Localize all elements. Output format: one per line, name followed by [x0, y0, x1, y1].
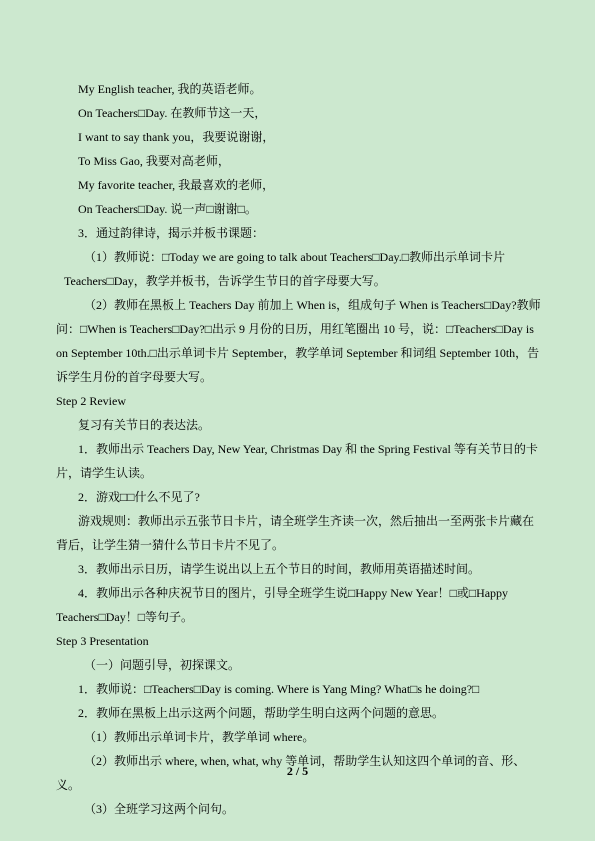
text-line: 问：□When is Teachers□Day?□出示 9 月份的日历，用红笔圈出 10 号，说：□Teachers□Day is — [56, 322, 534, 336]
text-line: （1）教师说：□Today we are going to talk about Teachers□Day.□教师出示单词卡片 — [84, 250, 505, 264]
text-line: My English teacher, 我的英语老师。 — [78, 82, 262, 96]
text-line: 3．教师出示日历，请学生说出以上五个节日的时间，教师用英语描述时间。 — [78, 562, 481, 576]
text-line: 4．教师出示各种庆祝节日的图片，引导全班学生说□Happy New Year！□或□Happy — [78, 586, 509, 600]
text-line: My favorite teacher, 我最喜欢的老师， — [78, 178, 275, 192]
text-line: （2）教师在黑板上 Teachers Day 前加上 When is，组成句子 When is Teachers□Day?教师 — [84, 298, 541, 312]
text-line: 义。 — [56, 778, 81, 792]
text-line: on September 10th.□出示单词卡片 September，教学单词 September 和词组 September 10th，告 — [56, 346, 540, 360]
text-line: 1．教师说：□Teachers□Day is coming. Where is Yang Ming? What□s he doing?□ — [78, 682, 480, 696]
text-line: （2）教师出示 where, when, what, why 等单词，帮助学生认知这四个单词的音、形、 — [84, 754, 526, 768]
text-line: 片，请学生认读。 — [56, 466, 153, 480]
text-line: 诉学生月份的首字母要大写。 — [56, 370, 213, 384]
document-body — [56, 77, 542, 821]
text-line: （1）教师出示单词卡片，教学单词 where。 — [84, 730, 315, 744]
text-line: On Teachers□Day. 说一声□谢谢□。 — [78, 202, 257, 216]
text-line: 2．教师在黑板上出示这两个问题，帮助学生明白这两个问题的意思。 — [78, 706, 445, 720]
text-line: Teachers□Day！□等句子。 — [56, 610, 193, 624]
text-line: Step 3 Presentation — [56, 634, 149, 648]
text-line: （3）全班学习这两个问句。 — [84, 802, 235, 816]
text-line: On Teachers□Day. 在教师节这一天， — [78, 106, 267, 120]
text-line: Step 2 Review — [56, 394, 126, 408]
text-line: I want to say thank you，我要说谢谢， — [78, 130, 275, 144]
text-line: 背后，让学生猜一猜什么节日卡片不见了。 — [56, 538, 285, 552]
text-line: 3．通过韵律诗，揭示并板书课题： — [78, 226, 265, 240]
page-number: 2 / 5 — [286, 764, 309, 778]
text-line: To Miss Gao, 我要对高老师， — [78, 154, 230, 168]
text-line: 2．游戏□□什么不见了? — [78, 490, 200, 504]
text-line: 1．教师出示 Teachers Day, New Year, Christmas Day 和 the Spring Festival 等有关节日的卡 — [78, 442, 538, 456]
text-line: 复习有关节日的表达法。 — [78, 418, 211, 432]
text-line: （一）问题引导，初探课文。 — [84, 658, 241, 672]
text-line: Teachers□Day，教学并板书，告诉学生节日的首字母要大写。 — [64, 274, 386, 288]
text-line: 游戏规则：教师出示五张节日卡片，请全班学生齐读一次，然后抽出一至两张卡片藏在 — [78, 514, 535, 528]
